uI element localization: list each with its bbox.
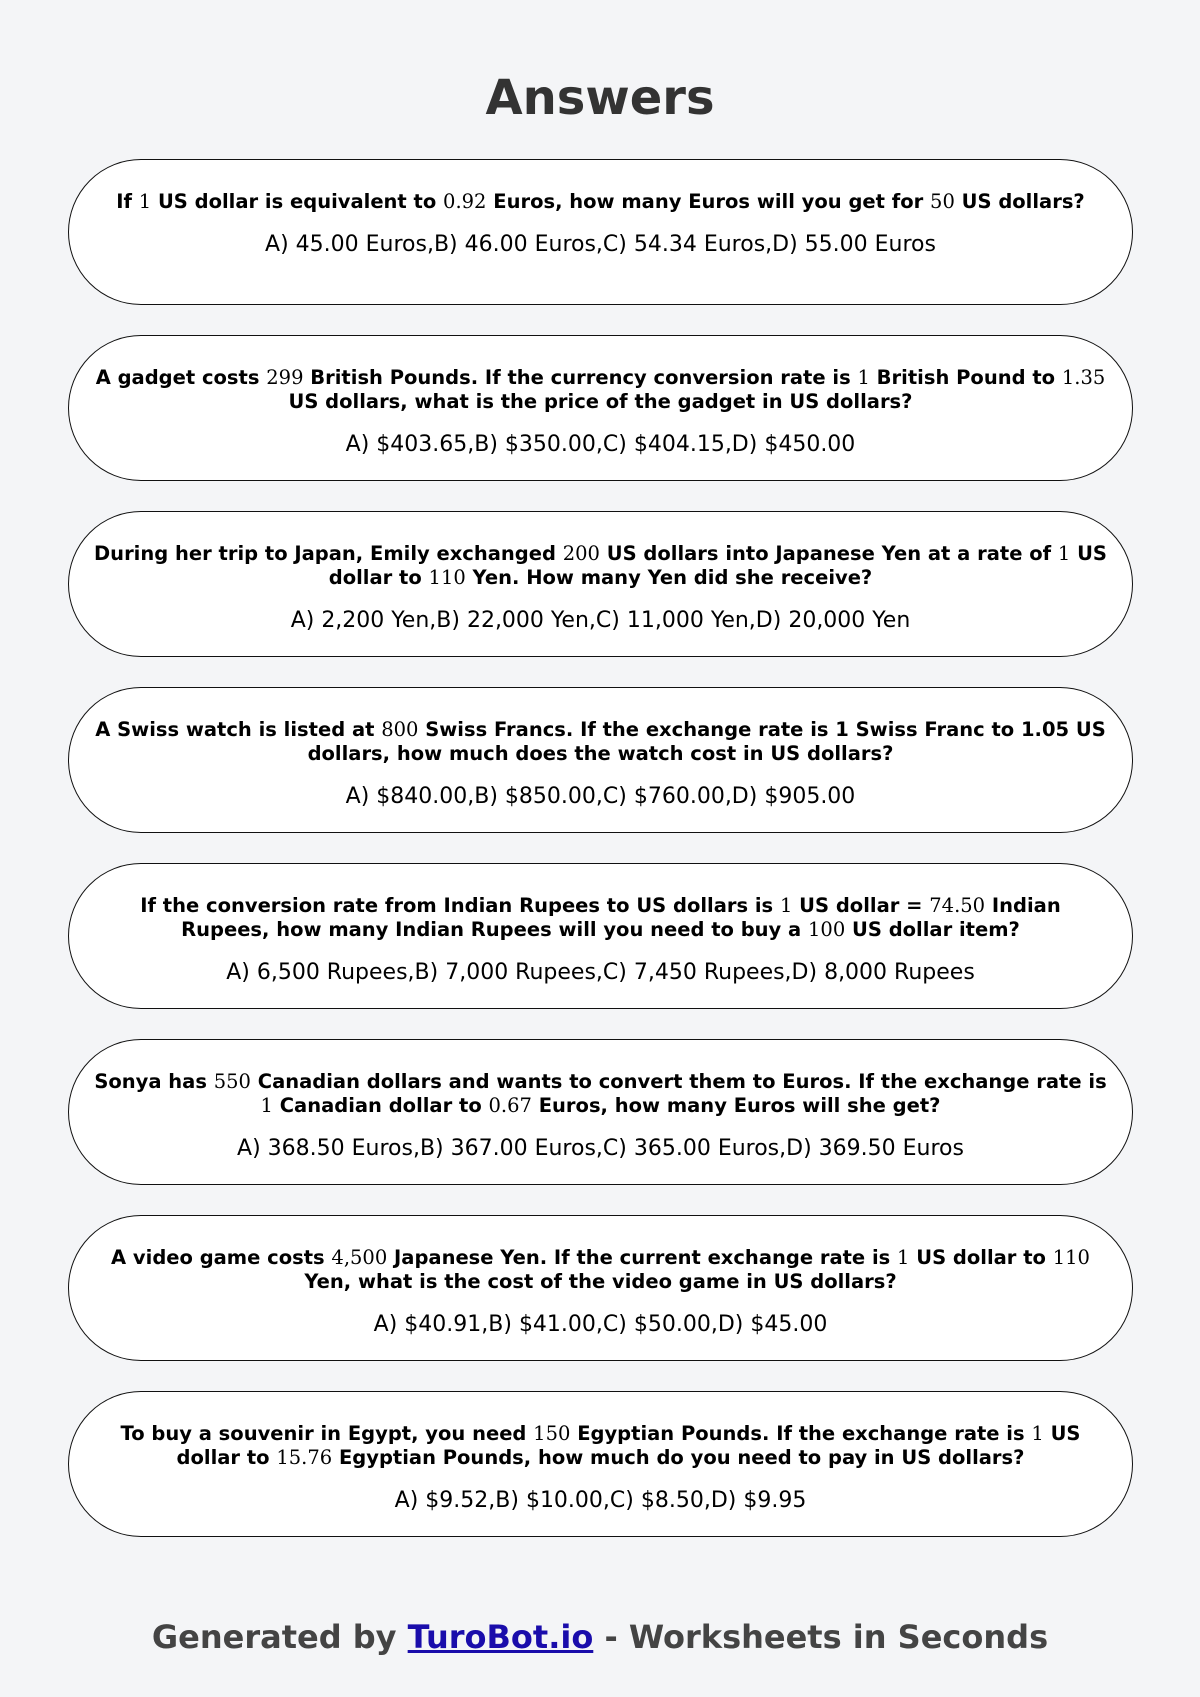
question-number: 200 (562, 542, 600, 565)
turobot-link[interactable]: TuroBot.io (407, 1618, 594, 1656)
answer-options: A) $403.65,B) $350.00,C) $404.15,D) $450.00 (345, 432, 856, 457)
footer-prefix: Generated by (151, 1618, 408, 1656)
question-fragment: Canadian dollar to (272, 1094, 489, 1117)
question-number: 110 (428, 566, 466, 589)
answer-options: A) 6,500 Rupees,B) 7,000 Rupees,C) 7,450 Rupees,D) 8,000 Rupees (226, 960, 975, 985)
question-number: 1 (897, 1246, 910, 1269)
question-fragment: Yen, what is the cost of the video game in US dollars? (304, 1270, 897, 1293)
question-number: 1 (260, 1094, 273, 1117)
question-text (93, 1246, 1108, 1294)
question-fragment: Japanese Yen. If the current exchange rate is (387, 1246, 898, 1269)
question-number: 4,500 (331, 1246, 388, 1269)
answer-options: A) 2,200 Yen,B) 22,000 Yen,C) 11,000 Yen,D) 20,000 Yen (290, 608, 911, 633)
question-card (68, 687, 1133, 833)
question-text (93, 894, 1108, 942)
question-number: 1.35 (1061, 366, 1106, 389)
question-fragment: Egyptian Pounds, how much do you need to pay in US dollars? (332, 1446, 1025, 1469)
question-fragment: US dollar is equivalent to (151, 190, 444, 213)
question-card (68, 511, 1133, 657)
question-number: 299 (266, 366, 304, 389)
question-fragment: Euros, how many Euros will you get for (486, 190, 931, 213)
question-text (93, 190, 1108, 214)
question-text (93, 1422, 1108, 1470)
question-fragment: Yen. How many Yen did she receive? (465, 566, 873, 589)
question-number: 800 (381, 718, 419, 741)
question-number: 110 (1052, 1246, 1090, 1269)
question-fragment: US dollar to (176, 1422, 1081, 1469)
question-fragment: British Pound to (869, 366, 1062, 389)
question-card (68, 1039, 1133, 1185)
question-fragment: Sonya has (94, 1070, 214, 1093)
question-fragment: A gadget costs (95, 366, 267, 389)
question-number: 50 (930, 190, 955, 213)
answer-options: A) $9.52,B) $10.00,C) $8.50,D) $9.95 (394, 1488, 807, 1513)
question-fragment: Indian Rupees, how many Indian Rupees will you need to buy a (181, 894, 1061, 941)
question-fragment: Euros, how many Euros will she get? (531, 1094, 941, 1117)
question-text (93, 718, 1108, 766)
question-fragment: If (116, 190, 139, 213)
footer (0, 1618, 1200, 1656)
question-number: 1 (1031, 1422, 1044, 1445)
question-number: 15.76 (276, 1446, 333, 1469)
question-fragment: During her trip to Japan, Emily exchanged (94, 542, 563, 565)
page-title: Answers (485, 70, 715, 126)
answer-options: A) 45.00 Euros,B) 46.00 Euros,C) 54.34 Euros,D) 55.00 Euros (265, 232, 936, 257)
question-fragment: A video game costs (111, 1246, 332, 1269)
question-card (68, 863, 1133, 1009)
answer-options: A) $840.00,B) $850.00,C) $760.00,D) $905.00 (345, 784, 856, 809)
question-number: 1 (1057, 542, 1071, 565)
question-number: 550 (213, 1070, 251, 1093)
question-number: 150 (533, 1422, 571, 1445)
question-number: 1 (857, 366, 870, 389)
question-card (68, 1215, 1133, 1361)
footer-suffix: - Worksheets in Seconds (593, 1618, 1049, 1656)
answer-options: A) 368.50 Euros,B) 367.00 Euros,C) 365.00 Euros,D) 369.50 Euros (237, 1136, 964, 1161)
question-fragment: Canadian dollars and wants to convert them to Euros. If the exchange rate is (250, 1070, 1107, 1093)
question-number: 1 (779, 894, 793, 917)
question-fragment: US dollar = (792, 894, 930, 917)
question-fragment: To buy a souvenir in Egypt, you need (120, 1422, 534, 1445)
question-list (68, 159, 1133, 1567)
answer-options: A) $40.91,B) $41.00,C) $50.00,D) $45.00 (373, 1312, 828, 1337)
question-text (93, 1070, 1108, 1118)
question-fragment: If the conversion rate from Indian Rupees to US dollars is (140, 894, 780, 917)
question-fragment: British Pounds. If the currency conversion rate is (303, 366, 858, 389)
question-number: 100 (808, 918, 846, 941)
question-number: 1 (138, 190, 152, 213)
question-card (68, 335, 1133, 481)
question-fragment: Egyptian Pounds. If the exchange rate is (570, 1422, 1032, 1445)
question-fragment: US dollars into Japanese Yen at a rate of (599, 542, 1058, 565)
question-number: 74.50 (929, 894, 986, 917)
question-fragment: US dollar to (909, 1246, 1053, 1269)
question-card (68, 159, 1133, 305)
question-fragment: US dollars, what is the price of the gadget in US dollars? (288, 390, 913, 413)
question-fragment: Swiss Francs. If the exchange rate is 1 Swiss Franc to 1.05 US dollars, how much does the watch cost in US dollars? (307, 718, 1106, 765)
question-fragment: US dollar item? (845, 918, 1020, 941)
question-text (93, 542, 1108, 590)
question-number: 0.92 (443, 190, 487, 213)
question-text (93, 366, 1108, 414)
question-number: 0.67 (488, 1094, 532, 1117)
question-fragment: US dollar to (328, 542, 1107, 589)
question-card (68, 1391, 1133, 1537)
question-fragment: US dollars? (954, 190, 1085, 213)
question-fragment: A Swiss watch is listed at (95, 718, 382, 741)
